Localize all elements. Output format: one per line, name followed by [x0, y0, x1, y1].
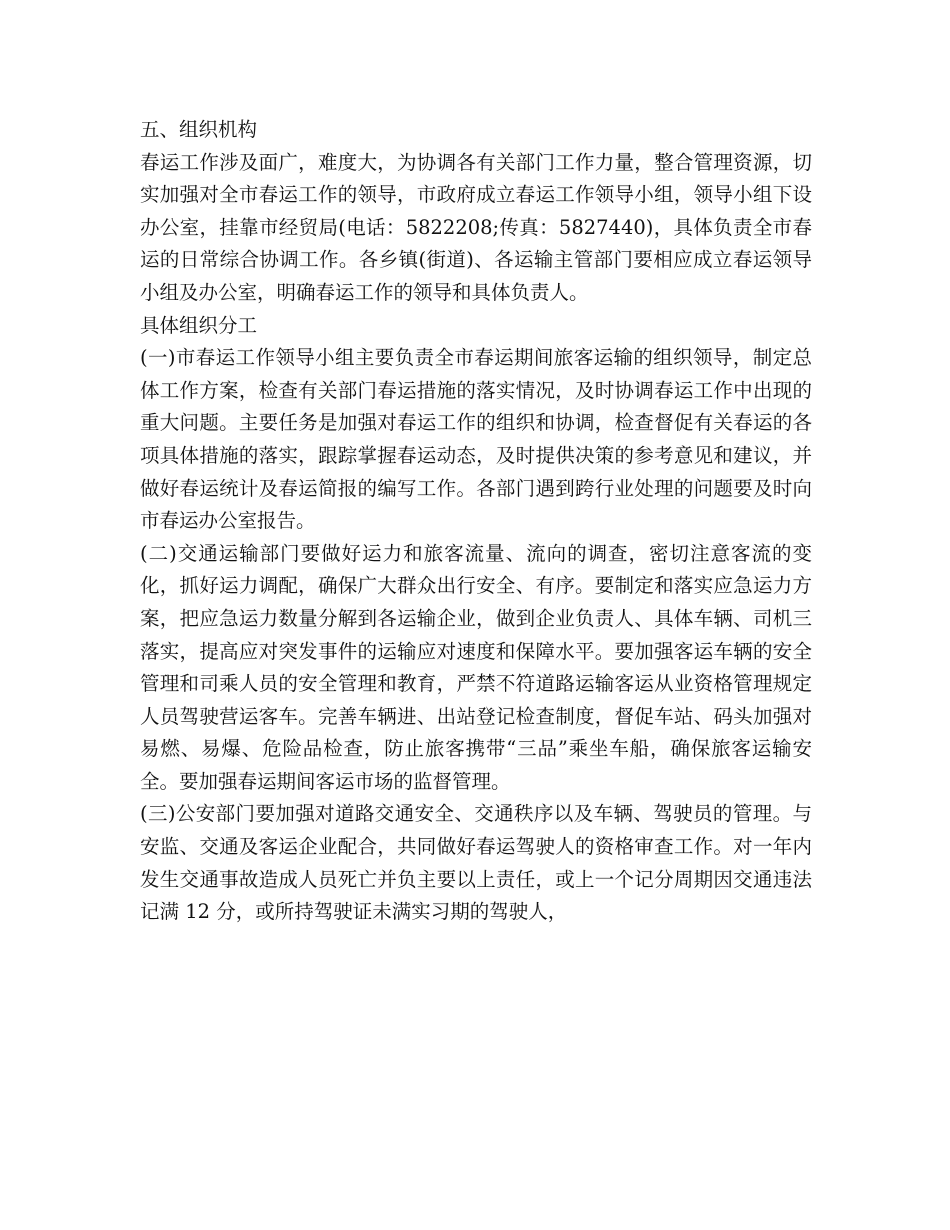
- paragraph-leading-group: (一)市春运工作领导小组主要负责全市春运期间旅客运输的组织领导，制定总体工作方案，检查有关部门春运措施的落实情况，及时协调春运工作中出现的重大问题。主要任务是加强对春运工作的组织和协调，检查督促有关春运的各项具体措施的落实，跟踪掌握春运动态，及时提供决策的参考意见和建议，并做好春运统计及春运简报的编写工作。各部门遇到跨行业处理的问题要及时向市春运办公室报告。: [140, 346, 812, 533]
- section-heading-organization: 五、组织机构: [140, 118, 258, 141]
- paragraph-organization-intro: 春运工作涉及面广，难度大，为协调各有关部门工作力量，整合管理资源，切实加强对全市春运工作的领导，市政府成立春运工作领导小组，领导小组下设办公室，挂靠市经贸局(电话：5822208;传真：5827440)，具体负责全市春运的日常综合协调工作。各乡镇(街道)、各运输主管部门要相应成立春运领导小组及办公室，明确春运工作的领导和具体负责人。: [140, 150, 812, 304]
- paragraph-public-security-department: (三)公安部门要加强对道路交通安全、交通秩序以及车辆、驾驶员的管理。与安监、交通及客运企业配合，共同做好春运驾驶人的资格审查工作。对一年内发生交通事故造成人员死亡并负主要以上责任，或上一个记分周期因交通违法记满 12 分，或所持驾驶证未满实习期的驾驶人，: [140, 802, 812, 924]
- subheading-division-of-work: 具体组织分工: [140, 313, 258, 337]
- paragraph-transport-department: (二)交通运输部门要做好运力和旅客流量、流向的调查，密切注意客流的变化，抓好运力调配，确保广大群众出行安全、有序。要制定和落实应急运力方案，把应急运力数量分解到各运输企业，做到企业负责人、具体车辆、司机三落实，提高应对突发事件的运输应对速度和保障水平。要加强客运车辆的安全管理和司乘人员的安全管理和教育，严禁不符道路运输客运从业资格管理规定人员驾驶营运客车。完善车辆进、出站登记检查制度，督促车站、码头加强对易燃、易爆、危险品检查，防止旅客携带“三品”乘坐车船，确保旅客运输安全。要加强春运期间客运市场的监督管理。: [140, 541, 812, 793]
- document-body: [140, 114, 812, 929]
